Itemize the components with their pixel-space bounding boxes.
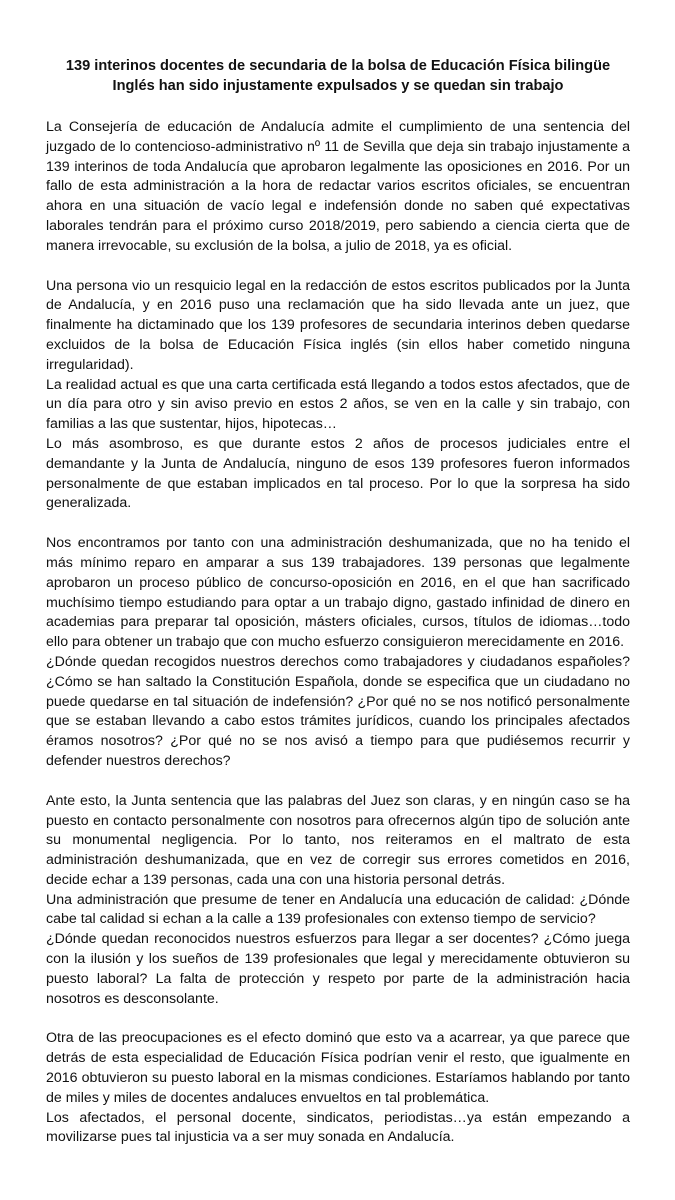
paragraph-3: La realidad actual es que una carta certificada está llegando a todos estos afectados, que de un día para otro y sin aviso previo en estos 2 años, se ven en la calle y sin trabajo, con familias a las que sustentar, hijos, hipotecas… bbox=[46, 376, 630, 433]
paragraph-1: La Consejería de educación de Andalucía admite el cumplimiento de una sentencia del juzgado de lo contencioso-administrativo nº 11 de Sevilla que deja sin trabajo injustamente a 139 interinos de toda Andalucía que aprobaron legalmente las oposiciones en 2016. Por un fallo de esta administración a la hora de redactar varios escritos oficiales, se encuentran ahora en una situación de vacío legal e indefensión donde no saben qué expectativas laborales tendrán para el próximo curso 2018/2019, pero sabiendo a ciencia cierta que de manera irrevocable, su exclusión de la bolsa, a julio de 2018, ya es oficial. bbox=[46, 119, 630, 254]
paragraph-11: Los afectados, el personal docente, sindicatos, periodistas…ya están empezando a movilizarse pues tal injusticia va a ser muy sonada en Andalucía. bbox=[46, 1109, 630, 1146]
paragraph-gap bbox=[46, 1009, 630, 1029]
document-title: 139 interinos docentes de secundaria de la bolsa de Educación Física bilingüe Inglés han sido injustamente expulsados y se quedan sin trabajo bbox=[65, 58, 611, 94]
paragraph-9: ¿Dónde quedan reconocidos nuestros esfuerzos para llegar a ser docentes? ¿Cómo juega con la ilusión y los sueños de 139 profesionales que legal y merecidamente obtuvieron su puesto laboral? La falta de protección y respeto por parte de la administración hacia nosotros es desconsolante. bbox=[46, 931, 630, 1007]
document-page bbox=[46, 56, 630, 1148]
paragraph-gap bbox=[46, 514, 630, 534]
paragraph-2: Una persona vio un resquicio legal en la redacción de estos escritos publicados por la Junta de Andalucía, y en 2016 puso una reclamación que ha sido llevada ante un juez, que finalmente ha dictaminado que los 139 profesores de secundaria interinos deben quedarse excluidos de la bolsa de Educación Física inglés (sin ellos haber cometido ninguna irregularidad). bbox=[46, 277, 630, 373]
paragraph-10: Otra de las preocupaciones es el efecto dominó que esto va a acarrear, ya que parece que detrás de esta especialidad de Educación Física podrían venir el resto, que igualmente en 2016 obtuvieron su puesto laboral en la mismas condiciones. Estaríamos hablando por tanto de miles y miles de docentes andaluces envueltos en tal problemática. bbox=[46, 1030, 630, 1106]
paragraph-4: Lo más asombroso, es que durante estos 2 años de procesos judiciales entre el demandante y la Junta de Andalucía, ninguno de esos 139 profesores fueron informados personalmente de que estaban implicados en tal proceso. Por lo que la sorpresa ha sido generalizada. bbox=[46, 435, 630, 512]
paragraph-7: Ante esto, la Junta sentencia que las palabras del Juez son claras, y en ningún caso se ha puesto en contacto personalmente con nosotros para ofrecernos algún tipo de solución ante su monumental negligencia. Por lo tanto, nos reiteramos en el maltrato de esta administración deshumanizada, que en vez de corregir sus errores cometidos en 2016, decide echar a 139 personas, cada una con una historia personal detrás. bbox=[46, 792, 630, 888]
paragraph-gap bbox=[46, 257, 630, 277]
paragraph-gap bbox=[46, 772, 630, 792]
paragraph-5: Nos encontramos por tanto con una administración deshumanizada, que no ha tenido el más mínimo reparo en amparar a sus 139 trabajadores. 139 personas que legalmente aprobaron un proceso público de concurso-oposición en 2016, en el que han sacrificado muchísimo tiempo estudiando para optar a un trabajo digno, gastado infinidad de dinero en academias para preparar tal oposición, másters oficiales, cursos, títulos de idiomas…todo ello para obtener un trabajo que con mucho esfuerzo consiguieron merecidamente en 2016. bbox=[46, 535, 630, 651]
paragraph-8: Una administración que presume de tener en Andalucía una educación de calidad: ¿Dónde cabe tal calidad si echan a la calle a 139 profesionales con extenso tiempo de servicio? bbox=[46, 891, 630, 928]
paragraph-6: ¿Dónde quedan recogidos nuestros derechos como trabajadores y ciudadanos españoles? ¿Cómo se han saltado la Constitución Española, donde se especifica que un ciudadano no puede quedarse en tal situación de indefensión? ¿Por qué no se nos notificó personalmente que se estaban llevando a cabo estos trámites jurídicos, cuando los principales afectados éramos nosotros? ¿Por qué no se nos avisó a tiempo para que pudiésemos recurrir y defender nuestros derechos? bbox=[46, 653, 630, 769]
